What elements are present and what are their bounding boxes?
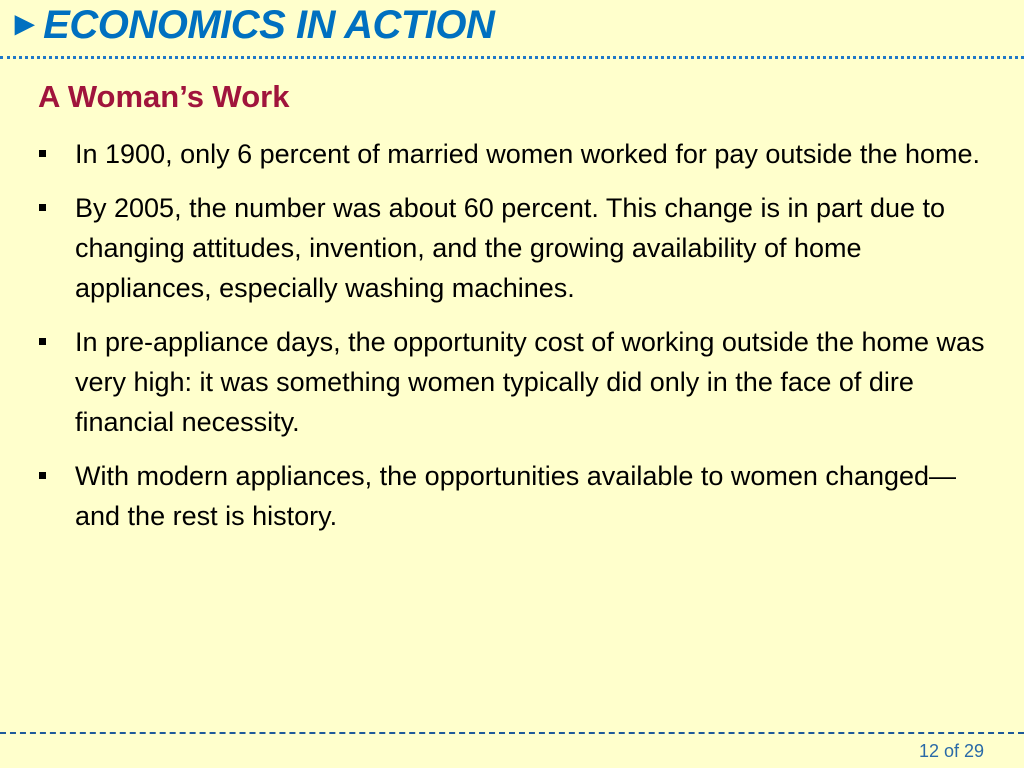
square-bullet-icon bbox=[39, 204, 46, 211]
bullet-text: In pre-appliance days, the opportunity cost of working outside the home was very high: it was something women typically did only in the face of dire financial necessity. bbox=[75, 327, 985, 437]
bullet-text: By 2005, the number was about 60 percent. This change is in part due to changing attitudes, invention, and the growing availability of home appliances, especially washing machines. bbox=[75, 193, 946, 303]
header-title: ECONOMICS IN ACTION bbox=[43, 2, 495, 47]
dotted-divider bbox=[0, 56, 1024, 59]
bullet-item bbox=[38, 456, 988, 536]
square-bullet-icon bbox=[39, 150, 46, 157]
square-bullet-icon bbox=[39, 472, 46, 479]
slide-title: A Woman’s Work bbox=[38, 79, 290, 114]
bullet-item bbox=[38, 322, 988, 442]
right-triangle-icon: ► bbox=[8, 4, 42, 43]
bullet-item bbox=[38, 134, 988, 174]
bullet-text: In 1900, only 6 percent of married women worked for pay outside the home. bbox=[75, 139, 981, 169]
square-bullet-icon bbox=[39, 338, 46, 345]
bullet-list bbox=[38, 134, 988, 550]
bullet-item bbox=[38, 188, 988, 308]
bullet-text: With modern appliances, the opportunities available to women changed—and the rest is history. bbox=[75, 461, 957, 531]
dashed-divider bbox=[0, 732, 1024, 734]
page-indicator: 12 of 29 bbox=[918, 741, 984, 761]
slide-header bbox=[8, 0, 494, 50]
